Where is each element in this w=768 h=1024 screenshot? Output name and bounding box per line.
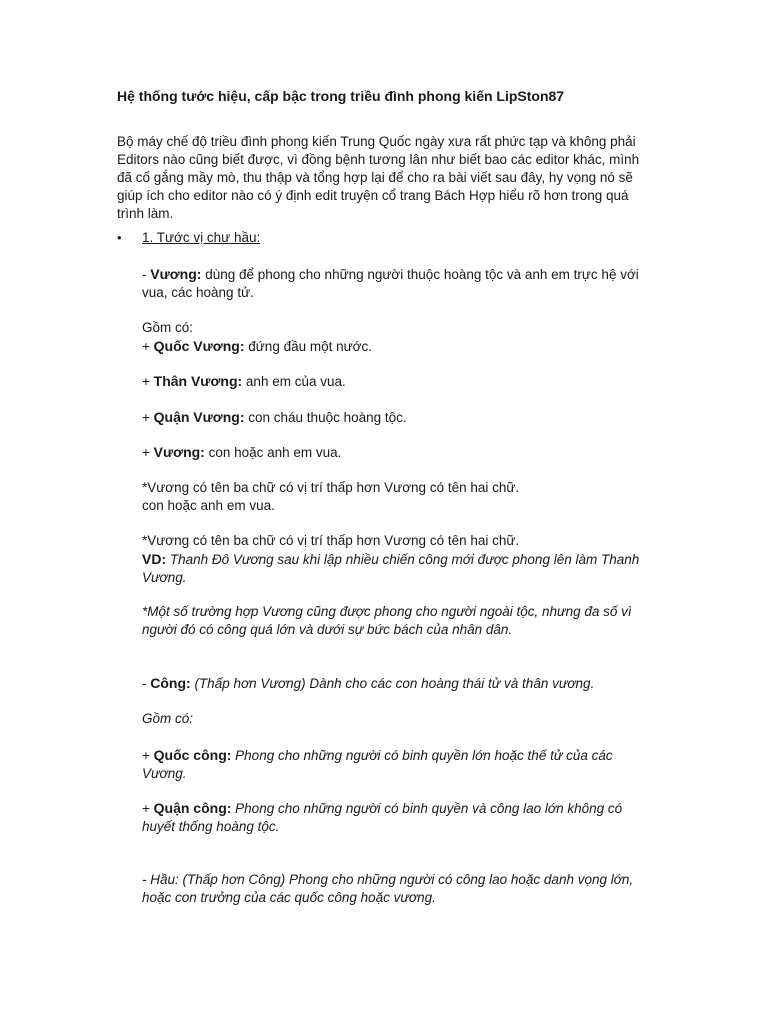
quoc-cong-term: Quốc công: [153, 747, 232, 763]
vuong-desc: dùng để phong cho những người thuộc hoàng tộc và anh em trực hệ với vua, các hoàng tử. [142, 267, 639, 300]
example-vd [142, 550, 657, 587]
intro-paragraph: Bộ máy chế độ triều đình phong kiến Trung Quốc ngày xưa rất phức tạp và không phải Editors nào cũng biết được, vì đồng bệnh tương lân như biết bao các editor khác, mình đã cố gắng mầy mò, thu thập và tổng hợp lại để cho ra bài viết sau đây, hy vọng nó sẽ giúp ích cho editor nào có ý định edit truyện cổ trang Bách Hợp hiểu rõ hơn trong quá trình làm. [117, 134, 640, 221]
gom-co-label-2: Gồm có: [142, 711, 194, 726]
document-title: Hệ thống tước hiệu, cấp bậc trong triều đình phong kiến LipSton87 [117, 88, 565, 104]
than-vuong-term: Thân Vương: [153, 373, 243, 389]
cong-term: Công: [150, 675, 191, 691]
bullet-icon: • [117, 230, 122, 245]
quan-cong-term: Quận công: [153, 800, 232, 816]
cong-desc: (Thấp hơn Vương) Dành cho các con hoàng thái tử và thân vương. [190, 676, 595, 691]
note-2: *Vương có tên ba chữ có vị trí thấp hơn Vương có tên hai chữ. [142, 533, 520, 548]
hau-definition: - Hầu: (Thấp hơn Công) Phong cho những người có công lao hoặc danh vọng lớn, hoặc con trưởng của các quốc công hoặc vương. [142, 872, 634, 905]
note-1-line-1: *Vương có tên ba chữ có vị trí thấp hơn Vương có tên hai chữ. [142, 480, 520, 495]
vuong-item: + Vương: con hoặc anh em vua. [142, 444, 342, 460]
than-vuong-item: + Thân Vương: anh em của vua. [142, 373, 346, 389]
quan-vuong-term: Quận Vương: [153, 409, 245, 425]
quan-cong-item: + Quận công: Phong cho những người có binh quyền và công lao lớn không có huyết thống hoàng tộc. [142, 800, 623, 834]
section-1-heading: 1. Tước vị chư hầu: [142, 230, 261, 245]
note-1-line-2: con hoặc anh em vua. [142, 498, 275, 513]
gom-co-label-1: Gồm có: [142, 320, 194, 335]
note-3: *Một số trường hợp Vương cũng được phong cho người ngoài tộc, nhưng đa số vì người đó có công quá lớn và dưới sự bức bách của nhân dân. [142, 604, 632, 637]
vuong-definition: - Vương: dùng để phong cho những người thuộc hoàng tộc và anh em trực hệ với vua, các hoàng tử. [142, 266, 639, 300]
quan-vuong-item: + Quận Vương: con cháu thuộc hoàng tộc. [142, 409, 407, 425]
vd-desc: Thanh Đô Vương sau khi lập nhiều chiến công mới được phong lên làm Thanh Vương. [142, 552, 640, 585]
vuong-term: Vương: [150, 266, 202, 282]
quoc-vuong-item: + Quốc Vương: đứng đầu một nước. [142, 338, 373, 354]
section-1-bullet [117, 229, 657, 247]
vd-term: VD: [142, 551, 167, 567]
quoc-cong-item: + Quốc công: Phong cho những người có binh quyền lớn hoặc thế tử của các Vương. [142, 747, 613, 781]
vuong-item-term: Vương: [153, 444, 205, 460]
cong-definition: - Công: (Thấp hơn Vương) Dành cho các con hoàng thái tử và thân vương. [142, 675, 595, 691]
quoc-vuong-term: Quốc Vương: [153, 338, 245, 354]
